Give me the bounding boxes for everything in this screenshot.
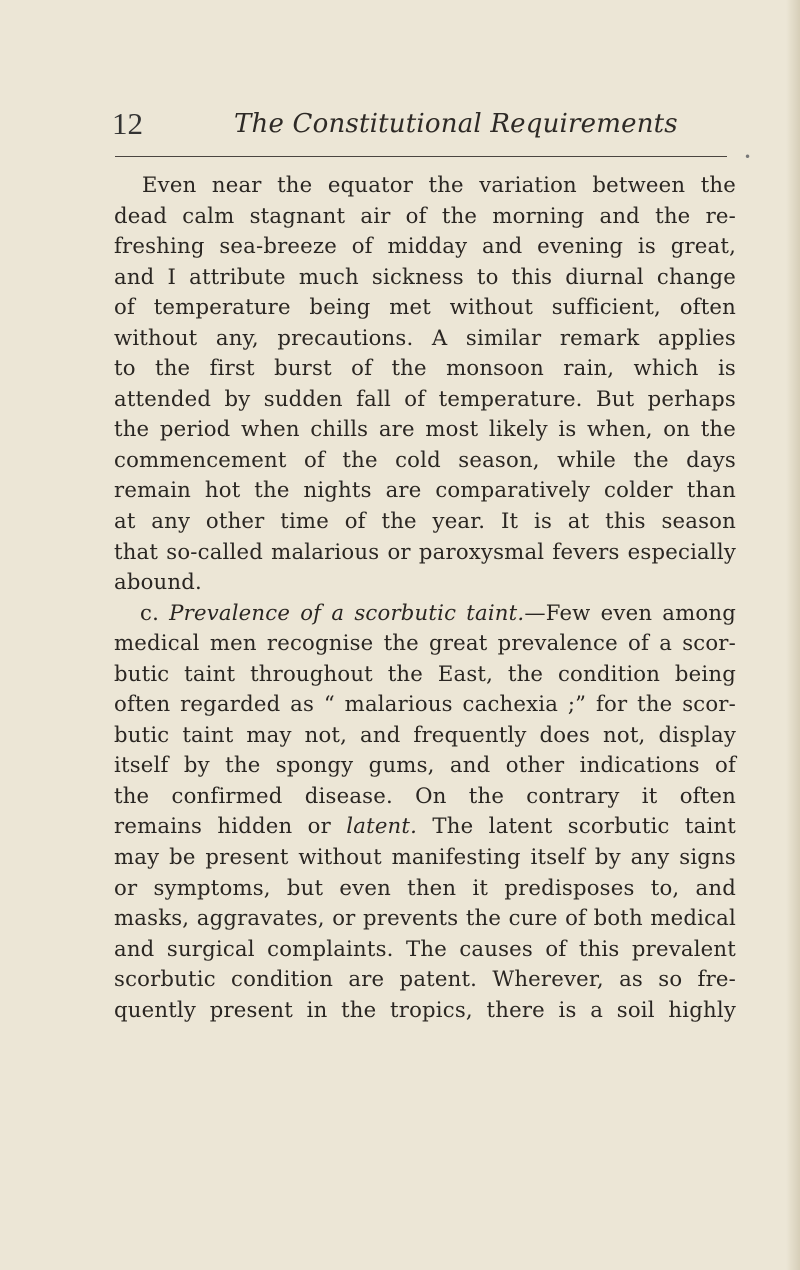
text-line: abound. [114, 569, 202, 595]
text-line: commencement of the cold season, while the days [114, 446, 736, 472]
text-line: remain hot the nights are comparatively colder than [114, 477, 736, 503]
text-line: dead calm stagnant air of the morning and the re- [114, 202, 736, 228]
text-line: itself by the spongy gums, and other indications of [114, 752, 736, 778]
text-line [114, 811, 736, 842]
page-header [112, 104, 752, 144]
text-line: the period when chills are most likely is when, on the [114, 416, 736, 442]
section-marker: c. [140, 599, 160, 625]
text-line: may be present without manifesting itself by any signs [114, 844, 736, 870]
text-line: medical men recognise the great prevalence of a scor- [114, 630, 736, 656]
text-line: or symptoms, but even then it predisposes to, and [114, 874, 736, 900]
text-line: Even near the equator the variation between the [142, 172, 736, 197]
text-line: quently present in the tropics, there is a soil highly [114, 996, 736, 1022]
text-fragment: —Few even among [524, 599, 736, 625]
text-line: butic taint throughout the East, the condition being [114, 660, 736, 686]
text-line: to the first burst of the monsoon rain, which is [114, 355, 736, 381]
body-text [114, 170, 736, 1025]
page-number: 12 [112, 106, 143, 141]
rule-mark: • [744, 150, 752, 164]
text-line: often regarded as “ malarious cachexia ;” for the scor- [114, 691, 736, 717]
running-title: The Constitutional Requirements [234, 109, 678, 139]
text-line: and I attribute much sickness to this diurnal change [114, 263, 736, 289]
text-fragment: The latent scorbutic taint [417, 813, 736, 839]
section-heading: Prevalence of a scorbutic taint. [169, 599, 525, 625]
italic-term: latent. [346, 813, 418, 839]
page-edge-shadow [786, 0, 800, 1270]
text-line: attended by sudden fall of temperature. But perhaps [114, 385, 736, 411]
text-line: that so-called malarious or paroxysmal fevers especially [114, 538, 736, 564]
text-line: masks, aggravates, or prevents the cure of both medical [114, 905, 736, 931]
section-c-heading-line [114, 598, 736, 629]
text-line: freshing sea-breeze of midday and evening is great, [114, 233, 736, 259]
text-line: butic taint may not, and frequently does not, display [114, 721, 736, 747]
text-line: and surgical complaints. The causes of this prevalent [114, 935, 736, 961]
text-line: of temperature being met without sufficient, often [114, 294, 736, 320]
text-line: scorbutic condition are patent. Wherever, as so fre- [114, 966, 736, 992]
text-line: without any, precautions. A similar remark applies [114, 324, 736, 350]
header-rule [115, 156, 727, 157]
text-line: at any other time of the year. It is at this season [114, 508, 736, 534]
text-line: the confirmed disease. On the contrary it often [114, 782, 736, 808]
text-fragment: remains hidden or [114, 813, 347, 839]
